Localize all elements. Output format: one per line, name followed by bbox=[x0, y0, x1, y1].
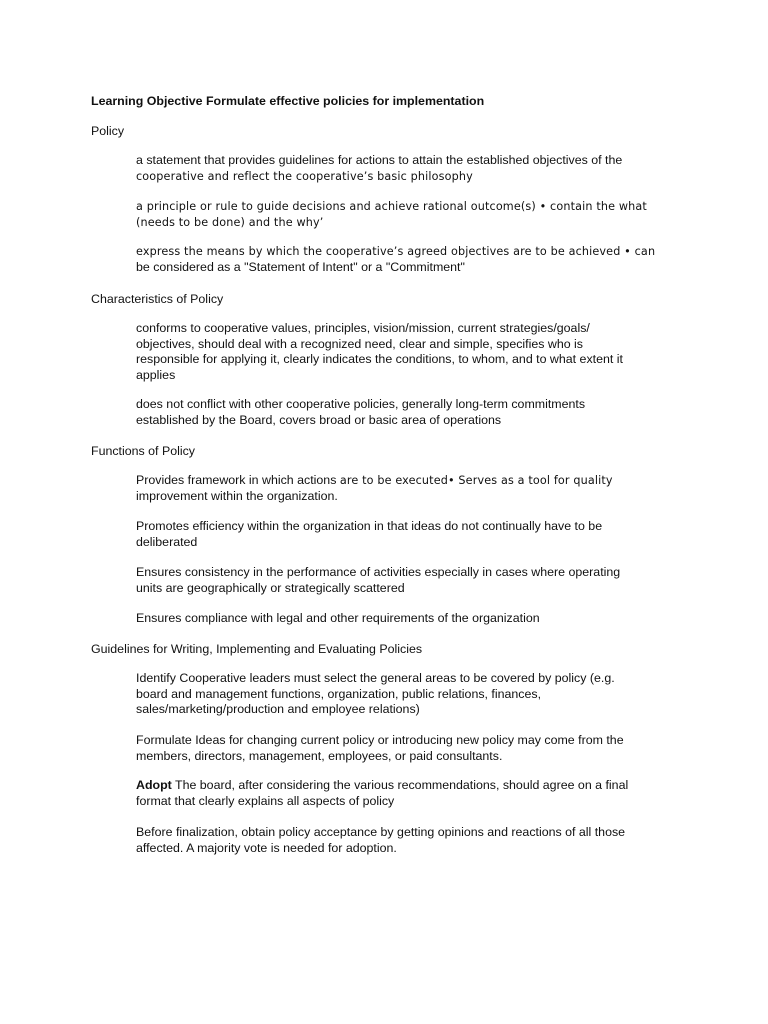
section-heading-policy: Policy bbox=[91, 124, 125, 138]
functions-paragraph-1 bbox=[136, 473, 676, 504]
guidelines-paragraph-1-line-2: board and management functions, organization, public relations, finances, bbox=[136, 686, 542, 701]
guidelines-paragraph-3-keyword: Adopt bbox=[136, 778, 172, 792]
functions-paragraph-2 bbox=[136, 519, 676, 550]
functions-paragraph-2-line-2: deliberated bbox=[136, 534, 198, 549]
guidelines-paragraph-4 bbox=[136, 825, 676, 856]
policy-paragraph-1-line-2: cooperative and reflect the cooperative’s basic philosophy bbox=[136, 169, 473, 183]
document-title: Learning Objective Formulate effective policies for implementation bbox=[91, 94, 485, 108]
guidelines-paragraph-3-line-1-text: The board, after considering the various recommendations, should agree on a final bbox=[171, 778, 629, 792]
characteristics-paragraph-1-line-1: conforms to cooperative values, principles, vision/mission, current strategies/goals/ bbox=[136, 321, 590, 335]
policy-paragraph-3-line-1: express the means by which the cooperative’s agreed objectives are to be achieved • can bbox=[136, 245, 656, 258]
characteristics-paragraph-1-line-4: applies bbox=[136, 367, 176, 382]
characteristics-paragraph-1-line-2: objectives, should deal with a recognized need, clear and simple, specifies who is bbox=[136, 336, 584, 351]
functions-paragraph-1-line-1 bbox=[136, 473, 676, 489]
policy-paragraph-3-line-2: be considered as a "Statement of Intent" or a "Commitment" bbox=[136, 259, 465, 274]
guidelines-paragraph-1-line-1: Identify Cooperative leaders must select the general areas to be covered by policy (e.g. bbox=[136, 671, 615, 685]
policy-paragraph-2-line-1: a principle or rule to guide decisions and achieve rational outcome(s) • contain the what bbox=[136, 200, 647, 213]
policy-paragraph-3 bbox=[136, 244, 676, 275]
guidelines-paragraph-2-line-2: members, directors, management, employees, or paid consultants. bbox=[136, 748, 503, 763]
policy-paragraph-2-line-2: (needs to be done) and the why’ bbox=[136, 215, 324, 229]
guidelines-paragraph-3-line-1 bbox=[136, 778, 676, 794]
section-heading-functions: Functions of Policy bbox=[91, 444, 195, 458]
guidelines-paragraph-1-line-3: sales/marketing/production and employee relations) bbox=[136, 702, 420, 716]
section-heading-characteristics: Characteristics of Policy bbox=[91, 292, 224, 306]
functions-paragraph-3-line-2: units are geographically or strategically scattered bbox=[136, 580, 405, 595]
policy-paragraph-1-line-1: a statement that provides guidelines for actions to attain the established objectives of the bbox=[136, 153, 623, 167]
characteristics-paragraph-1 bbox=[136, 321, 676, 383]
functions-paragraph-4-line-1: Ensures compliance with legal and other requirements of the organization bbox=[136, 611, 540, 625]
guidelines-paragraph-3-line-2: format that clearly explains all aspects of policy bbox=[136, 793, 395, 808]
characteristics-paragraph-2-line-1: does not conflict with other cooperative policies, generally long-term commitments bbox=[136, 397, 586, 411]
policy-paragraph-2 bbox=[136, 199, 676, 230]
characteristics-paragraph-1-line-3: responsible for applying it, clearly indicates the conditions, to whom, and to what extent it bbox=[136, 352, 623, 366]
characteristics-paragraph-2-line-2: established by the Board, covers broad or basic area of operations bbox=[136, 412, 502, 427]
guidelines-paragraph-3 bbox=[136, 778, 676, 809]
guidelines-paragraph-1 bbox=[136, 671, 676, 718]
functions-paragraph-2-line-1: Promotes efficiency within the organization in that ideas do not continually have to be bbox=[136, 519, 603, 533]
policy-paragraph-1 bbox=[136, 153, 676, 184]
functions-paragraph-4 bbox=[136, 611, 676, 627]
functions-paragraph-1-line-1-part-b: are to be executed• Serves as a tool for quality bbox=[339, 474, 613, 487]
section-heading-guidelines: Guidelines for Writing, Implementing and Evaluating Policies bbox=[91, 642, 423, 656]
functions-paragraph-3 bbox=[136, 565, 676, 596]
functions-paragraph-3-line-1: Ensures consistency in the performance of activities especially in cases where operating bbox=[136, 565, 621, 579]
guidelines-paragraph-4-line-2: affected. A majority vote is needed for adoption. bbox=[136, 840, 397, 855]
guidelines-paragraph-4-line-1: Before finalization, obtain policy acceptance by getting opinions and reactions of all those bbox=[136, 825, 626, 839]
guidelines-paragraph-2-line-1: Formulate Ideas for changing current policy or introducing new policy may come from the bbox=[136, 733, 624, 747]
functions-paragraph-1-line-2: improvement within the organization. bbox=[136, 488, 338, 503]
guidelines-paragraph-2 bbox=[136, 733, 676, 764]
characteristics-paragraph-2 bbox=[136, 397, 676, 428]
functions-paragraph-1-line-1-part-a: Provides framework in which actions bbox=[136, 473, 340, 487]
